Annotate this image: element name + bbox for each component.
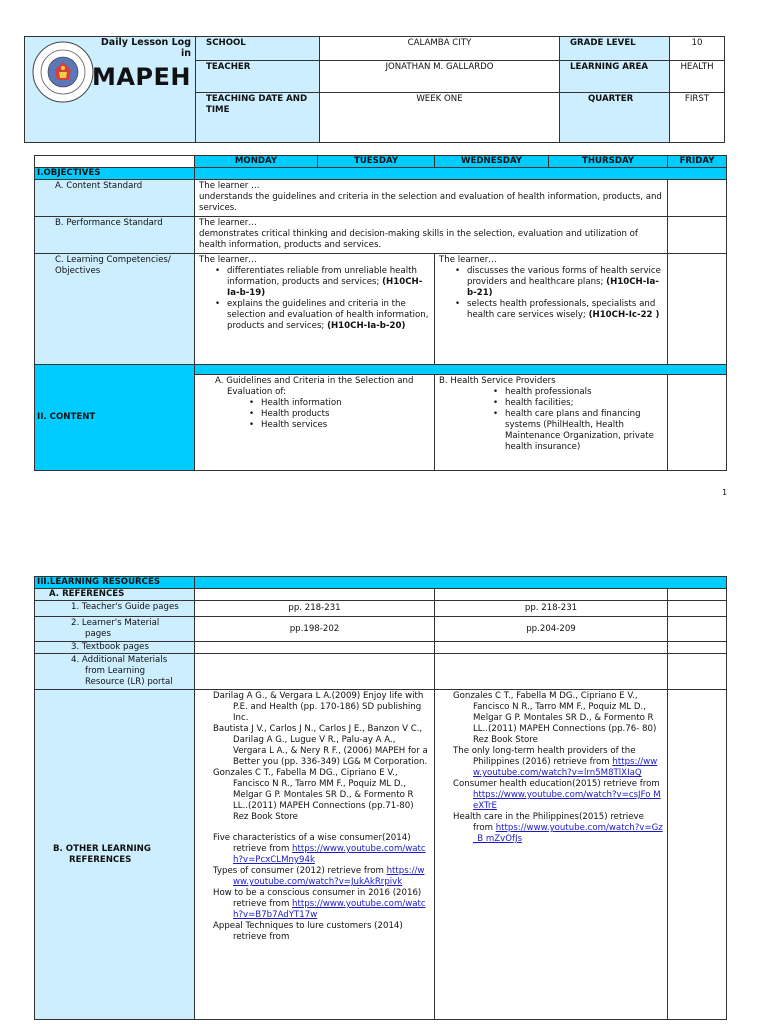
- content-standard-label: A. Content Standard: [35, 180, 195, 217]
- tg-left: pp. 218-231: [195, 601, 435, 617]
- other-references-left: [195, 690, 435, 1020]
- reference-item: Bautista J V., Carlos J N., Carlos J E., Banzon V C., Darilag A G., Lugue V R., Palu-ay A A., Vergara L A., & Nery R F., (2006) MAPEH for a Better you (pp. 336-349) LG& M Corporation.: [213, 724, 428, 767]
- school-label: SCHOOL: [196, 37, 320, 61]
- subject-title: MAPEH: [91, 63, 191, 91]
- performance-standard-cell: [195, 217, 668, 254]
- reference-item: How to be a conscious consumer in 2016 (2016) retrieve from https://www.youtube.com/watch?v=B7b7AdYT17w: [213, 888, 426, 920]
- page-number: 1: [722, 488, 728, 497]
- other-references-label: B. OTHER LEARNING REFERENCES: [35, 690, 195, 1020]
- reference-link[interactable]: https://www.youtube.com/watch?v=csJFo MeXTrE: [473, 790, 661, 811]
- references-label: A. REFERENCES: [35, 589, 195, 601]
- teacher-value: JONATHAN M. GALLARDO: [320, 61, 560, 93]
- tg-label: 1. Teacher's Guide pages: [35, 601, 195, 617]
- lm-label: 2. Learner's Material pages: [35, 617, 195, 642]
- reference-item: Five characteristics of a wise consumer(2014) retrieve from https://www.youtube.com/watch?v=PcxCLMny94k: [213, 833, 426, 865]
- performance-standard-text: demonstrates critical thinking and decision-making skills in the selection, evaluation and utilization of health information, products and services.: [199, 229, 638, 250]
- performance-standard-lead: The learner…: [199, 218, 257, 228]
- reference-item: Consumer health education(2015) retrieve from https://www.youtube.com/watch?v=csJFo MeXTrE: [453, 779, 661, 811]
- day-wednesday: WEDNESDAY: [435, 156, 549, 168]
- competency-item: • selects health professionals, specialists and health care services wisely; (H10CH-Ic-22 ): [439, 299, 663, 321]
- quarter-value: FIRST: [670, 93, 725, 143]
- tg-right: pp. 218-231: [435, 601, 668, 617]
- reference-item: Health care in the Philippines(2015) retrieve from https://www.youtube.com/watch?v=Gz_B mZvOfJs: [453, 812, 663, 844]
- competency-item: • explains the guidelines and criteria in the selection and evaluation of health information, products and services; (H10CH-Ia-b-20): [199, 299, 430, 332]
- content-standard-cell: [195, 180, 668, 217]
- reference-link[interactable]: https://www.youtube.com/watch?v=PcxCLMny94k: [233, 844, 426, 865]
- reference-item: Gonzales C T., Fabella M DG., Cipriano E V., Fancisco N R., Tarro MM F., Poquiz ML D., Melgar G P. Montales SR D., & Formento R LL..(2011) MAPEH Connections (pp.76- 80) Rez Book Store: [453, 691, 657, 745]
- reference-item: Gonzales C T., Fabella M DG., Cipriano E V., Fancisco N R., Tarro MM F., Poquiz ML D., Melgar G P. Montales SR D., & Formento R LL..(2011) MAPEH Connections (pp.71-80) Rez Book Store: [213, 768, 414, 822]
- deped-seal-icon: [31, 40, 95, 104]
- reference-link[interactable]: https://www.youtube.com/watch?v=JukAkRrpivk: [233, 866, 425, 887]
- content-item: • health facilities;: [439, 398, 663, 409]
- date-label: TEACHING DATE AND TIME: [196, 93, 320, 143]
- am-label: 4. Additional Materials from Learning Resource (LR) portal: [35, 654, 195, 690]
- quarter-label: QUARTER: [560, 93, 670, 143]
- content-left: A. Guidelines and Criteria in the Selection and Evaluation of: • Health information • Health products • Health services: [195, 375, 435, 471]
- grade-value: 10: [670, 37, 725, 61]
- area-label: LEARNING AREA: [560, 61, 670, 93]
- other-references-right: [435, 690, 668, 1020]
- day-friday: FRIDAY: [668, 156, 727, 168]
- competency-item: • differentiates reliable from unreliable health information, products and services; (H10CH-Ia-b-19): [199, 266, 430, 299]
- content-heading: II. CONTENT: [35, 365, 195, 471]
- content-standard-lead: The learner …: [199, 181, 260, 191]
- reference-item: Appeal Techniques to lure customers (2014) retrieve from: [213, 921, 403, 942]
- header-table: [24, 36, 725, 143]
- reference-item: The only long-term health providers of the Philippines (2016) retrieve from https://www.youtube.com/watch?v=lrn5M8TlXIaQ: [453, 746, 658, 778]
- tb-label: 3. Textbook pages: [35, 642, 195, 654]
- lm-right: pp.204-209: [435, 617, 668, 642]
- day-tuesday: TUESDAY: [318, 156, 435, 168]
- title-cell: [25, 37, 196, 143]
- lm-left: pp.198-202: [195, 617, 435, 642]
- content-item: • health care plans and financing systems (PhilHealth, Health Maintenance Organization, private health insurance): [439, 409, 663, 453]
- grade-label: GRADE LEVEL: [560, 37, 670, 61]
- resources-heading: III.LEARNING RESOURCES: [35, 577, 195, 589]
- day-header-blank: [35, 156, 195, 168]
- competencies-left: The learner… • differentiates reliable from unreliable health information, products and services; (H10CH-Ia-b-19) • explains the guidelines and criteria in the selection and evaluation of health information, products and services; (H10CH-Ia-b-20): [195, 254, 435, 365]
- objectives-heading: I.OBJECTIVES: [35, 168, 195, 180]
- date-value: WEEK ONE: [320, 93, 560, 143]
- day-thursday: THURSDAY: [549, 156, 668, 168]
- content-item: • health professionals: [439, 387, 663, 398]
- reference-link[interactable]: https://www.youtube.com/watch?v=lrn5M8TlXIaQ: [473, 757, 658, 778]
- content-item: • Health products: [195, 409, 430, 420]
- content-right: B. Health Service Providers • health professionals • health facilities; • health care plans and financing systems (PhilHealth, Health Maintenance Organization, private health insurance): [435, 375, 668, 471]
- resources-table: [34, 576, 727, 1020]
- content-standard-text: understands the guidelines and criteria in the selection and evaluation of health information, products, and services.: [199, 192, 662, 213]
- teacher-label: TEACHER: [196, 61, 320, 93]
- content-item: • Health services: [195, 420, 430, 431]
- reference-item: Types of consumer (2012) retrieve from https://www.youtube.com/watch?v=JukAkRrpivk: [213, 866, 425, 887]
- log-title: Daily Lesson Log in: [100, 37, 191, 59]
- objectives-table: [34, 155, 727, 471]
- day-monday: MONDAY: [195, 156, 318, 168]
- competencies-right: The learner… • discusses the various forms of health service providers and healthcare plans; (H10CH-Ia-b-21) • selects health professionals, specialists and health care services wisely; (H10CH-Ic-22 ): [435, 254, 668, 365]
- competency-item: • discusses the various forms of health service providers and healthcare plans; (H10CH-Ia-b-21): [439, 266, 663, 299]
- competencies-label: C. Learning Competencies/ Objectives: [35, 254, 195, 365]
- reference-link[interactable]: https://www.youtube.com/watch?v=B7b7AdYT17w: [233, 899, 426, 920]
- reference-link[interactable]: https://www.youtube.com/watch?v=Gz_B mZvOfJs: [473, 823, 663, 844]
- school-value: CALAMBA CITY: [320, 37, 560, 61]
- performance-standard-label: B. Performance Standard: [35, 217, 195, 254]
- reference-item: Darilag A G., & Vergara L A.(2009) Enjoy life with P.E. and Health (pp. 170-186) SD publishing Inc.: [213, 691, 424, 723]
- content-item: • Health information: [195, 398, 430, 409]
- area-value: HEALTH: [670, 61, 725, 93]
